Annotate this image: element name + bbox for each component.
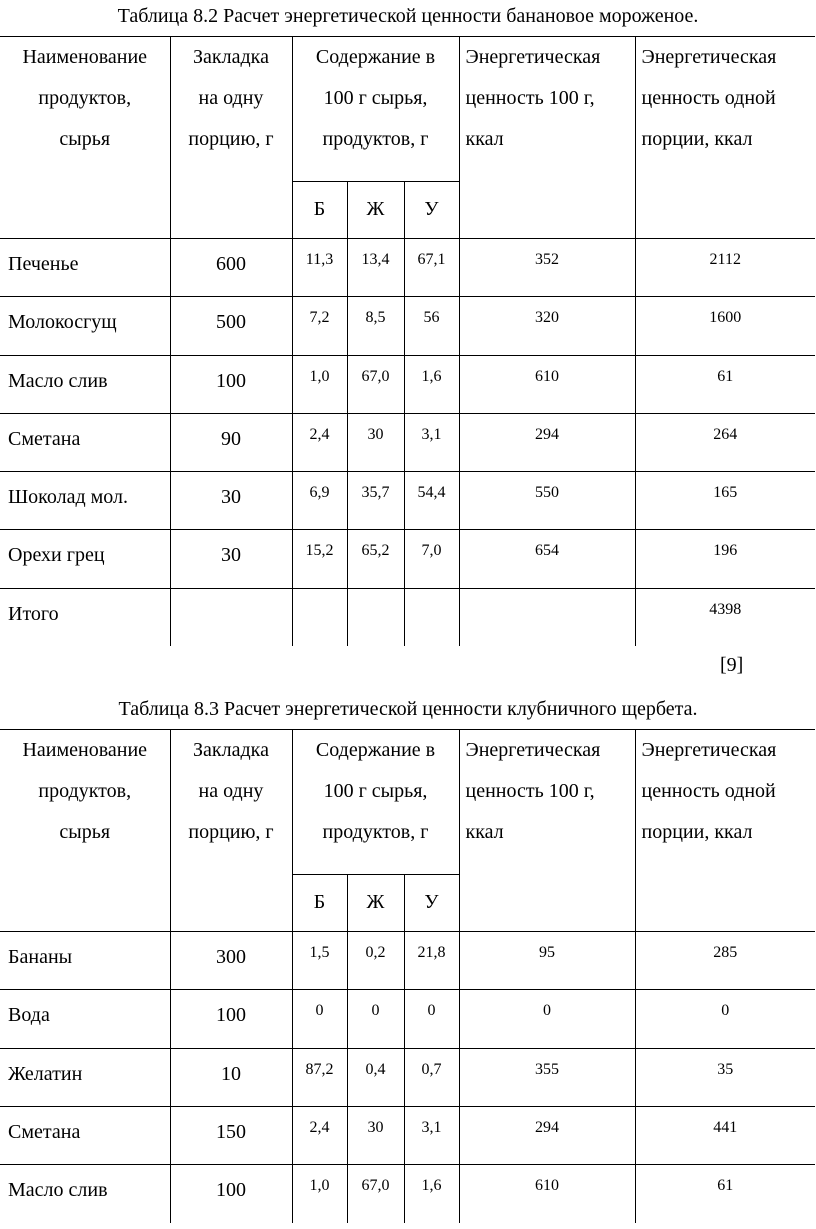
protein-value: 2,4 xyxy=(292,1106,347,1164)
header-line: Содержание в xyxy=(315,46,436,68)
header-line: Наименование xyxy=(22,739,148,761)
protein-value: 2,4 xyxy=(292,413,347,471)
portion-grams: 100 xyxy=(170,1165,292,1223)
header-portion xyxy=(170,37,292,239)
header-carbs: У xyxy=(404,875,459,932)
carbs-value: 67,1 xyxy=(404,239,459,297)
table-row xyxy=(0,355,815,413)
product-name: Орехи грец xyxy=(0,530,170,588)
table2 xyxy=(0,729,815,1223)
header-energy-100g xyxy=(459,37,635,239)
total-energy-100g xyxy=(459,588,635,646)
header-line: на одну xyxy=(198,780,264,802)
header-line: Энергетическая xyxy=(641,739,777,761)
fat-value: 67,0 xyxy=(347,355,404,413)
energy-portion-value: 35 xyxy=(635,1048,815,1106)
total-energy-portion: 4398 xyxy=(635,588,815,646)
carbs-value: 3,1 xyxy=(404,413,459,471)
energy-portion-value: 196 xyxy=(635,530,815,588)
energy-100g-value: 320 xyxy=(459,297,635,355)
header-line: сырья xyxy=(59,128,111,150)
energy-100g-value: 355 xyxy=(459,1048,635,1106)
table-row xyxy=(0,530,815,588)
energy-portion-value: 0 xyxy=(635,990,815,1048)
product-name: Масло слив xyxy=(0,1165,170,1223)
portion-grams: 90 xyxy=(170,413,292,471)
protein-value: 1,0 xyxy=(292,1165,347,1223)
fat-value: 65,2 xyxy=(347,530,404,588)
header-fat: Ж xyxy=(347,182,404,239)
product-name: Шоколад мол. xyxy=(0,472,170,530)
header-line: порции, ккал xyxy=(641,821,753,843)
product-name: Вода xyxy=(0,990,170,1048)
header-line: Энергетическая xyxy=(641,46,777,68)
total-portion xyxy=(170,588,292,646)
header-energy-100g xyxy=(459,730,635,932)
portion-grams: 100 xyxy=(170,990,292,1048)
energy-100g-value: 610 xyxy=(459,355,635,413)
protein-value: 11,3 xyxy=(292,239,347,297)
product-name: Масло слив xyxy=(0,355,170,413)
energy-portion-value: 441 xyxy=(635,1106,815,1164)
product-name: Желатин xyxy=(0,1048,170,1106)
header-line: ккал xyxy=(465,821,504,843)
fat-value: 13,4 xyxy=(347,239,404,297)
protein-value: 15,2 xyxy=(292,530,347,588)
header-line: ценность одной xyxy=(641,87,776,109)
header-line: продуктов, xyxy=(38,780,132,802)
product-name: Молокосгущ xyxy=(0,297,170,355)
total-label: Итого xyxy=(0,588,170,646)
energy-portion-value: 61 xyxy=(635,355,815,413)
table-row xyxy=(0,472,815,530)
header-line: порцию, г xyxy=(188,821,274,843)
carbs-value: 3,1 xyxy=(404,1106,459,1164)
table-row xyxy=(0,413,815,471)
table-row xyxy=(0,1165,815,1223)
carbs-value: 7,0 xyxy=(404,530,459,588)
portion-grams: 10 xyxy=(170,1048,292,1106)
header-line: продуктов, г xyxy=(322,821,429,843)
protein-value: 7,2 xyxy=(292,297,347,355)
carbs-value: 0,7 xyxy=(404,1048,459,1106)
protein-value: 1,5 xyxy=(292,932,347,990)
energy-portion-value: 2112 xyxy=(635,239,815,297)
header-energy-portion xyxy=(635,37,815,239)
header-line: Содержание в xyxy=(315,739,436,761)
protein-value: 1,0 xyxy=(292,355,347,413)
fat-value: 0,4 xyxy=(347,1048,404,1106)
header-line: ценность 100 г, xyxy=(465,87,595,109)
energy-100g-value: 352 xyxy=(459,239,635,297)
fat-value: 67,0 xyxy=(347,1165,404,1223)
energy-100g-value: 654 xyxy=(459,530,635,588)
portion-grams: 30 xyxy=(170,530,292,588)
header-line: Наименование xyxy=(22,46,148,68)
header-line: порции, ккал xyxy=(641,128,753,150)
table1 xyxy=(0,36,815,646)
portion-grams: 600 xyxy=(170,239,292,297)
header-line: порцию, г xyxy=(188,128,274,150)
table-row xyxy=(0,297,815,355)
table2-caption: Таблица 8.3 Расчет энергетической ценности клубничного щербета. xyxy=(118,698,698,720)
energy-portion-value: 1600 xyxy=(635,297,815,355)
energy-100g-value: 95 xyxy=(459,932,635,990)
header-carbs: У xyxy=(404,182,459,239)
reference: [9] xyxy=(720,654,744,676)
header-protein: Б xyxy=(292,875,347,932)
energy-portion-value: 285 xyxy=(635,932,815,990)
header-content xyxy=(292,37,459,182)
header-line: ккал xyxy=(465,128,504,150)
header-fat: Ж xyxy=(347,875,404,932)
energy-portion-value: 165 xyxy=(635,472,815,530)
table-row xyxy=(0,990,815,1048)
header-protein: Б xyxy=(292,182,347,239)
carbs-value: 56 xyxy=(404,297,459,355)
energy-portion-value: 264 xyxy=(635,413,815,471)
carbs-value: 0 xyxy=(404,990,459,1048)
energy-100g-value: 610 xyxy=(459,1165,635,1223)
table1-caption: Таблица 8.2 Расчет энергетической ценности банановое мороженое. xyxy=(117,5,699,27)
header-line: на одну xyxy=(198,87,264,109)
protein-value: 6,9 xyxy=(292,472,347,530)
portion-grams: 150 xyxy=(170,1106,292,1164)
header-content xyxy=(292,730,459,875)
header-portion xyxy=(170,730,292,932)
header-line: ценность 100 г, xyxy=(465,780,595,802)
protein-value: 0 xyxy=(292,990,347,1048)
product-name: Бананы xyxy=(0,932,170,990)
table-row xyxy=(0,932,815,990)
portion-grams: 300 xyxy=(170,932,292,990)
product-name: Печенье xyxy=(0,239,170,297)
header-line: продуктов, г xyxy=(322,128,429,150)
table-row xyxy=(0,1048,815,1106)
header-line: Закладка xyxy=(193,46,269,68)
header-name xyxy=(0,37,170,239)
fat-value: 30 xyxy=(347,413,404,471)
header-line: продуктов, xyxy=(38,87,132,109)
total-carbs xyxy=(404,588,459,646)
product-name: Сметана xyxy=(0,413,170,471)
header-line: Энергетическая xyxy=(465,739,601,761)
protein-value: 87,2 xyxy=(292,1048,347,1106)
header-line: ценность одной xyxy=(641,780,776,802)
energy-100g-value: 550 xyxy=(459,472,635,530)
table-row xyxy=(0,239,815,297)
total-protein xyxy=(292,588,347,646)
energy-100g-value: 294 xyxy=(459,1106,635,1164)
header-line: Закладка xyxy=(193,739,269,761)
energy-100g-value: 0 xyxy=(459,990,635,1048)
fat-value: 35,7 xyxy=(347,472,404,530)
header-line: сырья xyxy=(59,821,111,843)
header-line: Энергетическая xyxy=(465,46,601,68)
header-line: 100 г сырья, xyxy=(323,780,428,802)
carbs-value: 54,4 xyxy=(404,472,459,530)
portion-grams: 100 xyxy=(170,355,292,413)
table1-body xyxy=(0,239,815,589)
fat-value: 30 xyxy=(347,1106,404,1164)
carbs-value: 1,6 xyxy=(404,1165,459,1223)
energy-100g-value: 294 xyxy=(459,413,635,471)
fat-value: 0 xyxy=(347,990,404,1048)
energy-portion-value: 61 xyxy=(635,1165,815,1223)
header-energy-portion xyxy=(635,730,815,932)
portion-grams: 30 xyxy=(170,472,292,530)
product-name: Сметана xyxy=(0,1106,170,1164)
fat-value: 8,5 xyxy=(347,297,404,355)
fat-value: 0,2 xyxy=(347,932,404,990)
table-row xyxy=(0,1106,815,1164)
carbs-value: 1,6 xyxy=(404,355,459,413)
table2-body xyxy=(0,932,815,1223)
header-line: 100 г сырья, xyxy=(323,87,428,109)
total-fat xyxy=(347,588,404,646)
total-row xyxy=(0,588,815,646)
header-name xyxy=(0,730,170,932)
carbs-value: 21,8 xyxy=(404,932,459,990)
portion-grams: 500 xyxy=(170,297,292,355)
